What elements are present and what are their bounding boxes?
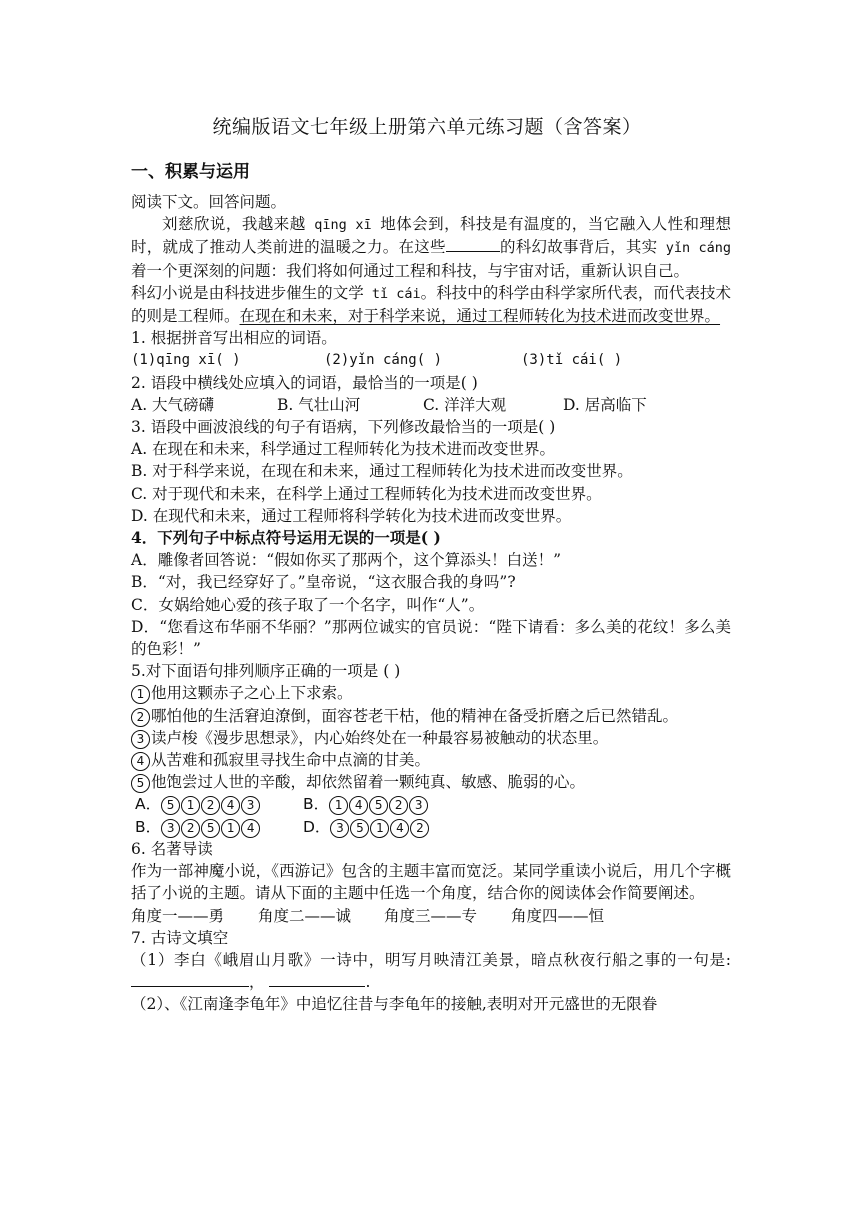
question-6-stem: 6. 名著导读: [131, 839, 213, 858]
q3-option: A. 在现在和未来，科学通过工程师转化为技术进而改变世界。: [131, 440, 556, 459]
intro-text: 阅读下文。回答问题。: [131, 193, 287, 211]
q5-options-row-2: [131, 816, 731, 838]
underlined-sentence: 在现在和未来，对于科学来说，通过工程师转化为技术进而改变世界。: [239, 307, 721, 326]
question-7-stem: 7. 古诗文填空: [131, 928, 229, 947]
circled-number: 1: [131, 685, 150, 704]
q5-option-c: B． 3 2 5 1 4: [135, 816, 303, 838]
passage-paragraph-1: 刘慈欣说，我越来越 qīng xī 地体会到，科技是有温度的，当它融入人性和理想时，就成了推动人类前进的温暖之力。在这些 的科幻故事背后，其实 yǐn cáng 着一个更深刻的问题：我们将如何通过工程和科技，与宇宙对话，重新认识自己。: [131, 215, 731, 280]
q6-angle: 角度一——勇: [131, 906, 225, 925]
question-1-stem: 1. 根据拼音写出相应的词语。: [131, 329, 337, 348]
circled-number: 3: [131, 730, 150, 749]
q5-sentence: 2 哪怕他的生活窘迫潦倒，面容苍老干枯，他的精神在备受折磨之后已然错乱。: [131, 705, 731, 727]
question-6-angles: [131, 905, 731, 927]
q2-option: A. 大气磅礴: [131, 395, 215, 414]
q5-option-b: B． 1 4 5 2 3: [303, 793, 429, 815]
q4-option: B．“对，我已经穿好了。”皇帝说，“这衣服合我的身吗”?: [131, 573, 516, 592]
passage-paragraph-2: 科幻小说是由科技进步催生的文学 tǐ cái。科技中的科学由科学家所代表，而代表技术的则是工程师。在现在和未来，对于科学来说，通过工程师转化为技术进而改变世界。: [131, 283, 731, 326]
q3-option: B. 对于科学来说，在现在和未来，通过工程师转化为技术进而改变世界。: [131, 462, 633, 481]
q4-option: D．“您看这布华丽不华丽？”那两位诚实的官员说：“陛下请看：多么美的花纹！多么美的色彩！”: [131, 617, 731, 659]
q4-option: A．雕像者回答说：“假如你买了那两个，这个算添头！白送！”: [131, 551, 562, 570]
q5-sentence: 1 他用这颗赤子之心上下求索。: [131, 682, 731, 704]
q1-item: (1)qīng xī( ): [131, 352, 241, 369]
question-2-stem: 2. 语段中横线处应填入的词语，最恰当的一项是( ): [131, 373, 478, 392]
q3-option: D. 在现代和未来，通过工程师将科学转化为技术进而改变世界。: [131, 506, 572, 525]
q2-option: C. 洋洋大观: [423, 395, 507, 414]
section-heading: 一、积累与运用: [131, 162, 250, 182]
circled-number: 5: [131, 774, 150, 793]
q2-option: B. 气壮山河: [277, 395, 361, 414]
q6-angle: 角度二——诚: [258, 906, 352, 925]
question-4-stem: 4．下列句子中标点符号运用无误的一项是( ): [131, 528, 441, 548]
q5-sentence: 5 他饱尝过人世的辛酸，却依然留着一颗纯真、敏感、脆弱的心。: [131, 771, 731, 793]
q4-option: C．女娲给她心爱的孩子取了一个名字，叫作“人”。: [131, 595, 485, 614]
q7-subquestion-2: （2）、《江南逢李龟年》中追忆往昔与李龟年的接触,表明对开元盛世的无限眷: [131, 995, 658, 1014]
question-6-body: 作为一部神魔小说，《西游记》包含的主题丰富而宽泛。某同学重读小说后，用几个字概括了小说的主题。请从下面的主题中任选一个角度，结合你的阅读体会作简要阐述。: [131, 862, 731, 903]
answer-line[interactable]: [131, 972, 249, 987]
q5-options-row-1: [131, 793, 731, 815]
q5-sentence: 3 读卢梭《漫步思想录》，内心始终处在一种最容易被触动的状态里。: [131, 727, 731, 749]
q5-option-d: D． 3 5 1 4 2: [303, 816, 430, 838]
q6-angle: 角度三——专: [384, 906, 478, 925]
circled-number: 4: [131, 752, 150, 771]
q6-angle: 角度四——恒: [511, 906, 605, 925]
q1-item: (3)tǐ cái( ): [521, 352, 623, 369]
q7-subquestion-1: （1）李白《峨眉山月歌》一诗中，明写月映清江美景，暗点秋夜行船之事的一句是: ， .: [131, 950, 731, 992]
q3-option: C. 对于现代和未来，在科学上通过工程师转化为技术进而改变世界。: [131, 484, 602, 503]
question-1-items: [131, 349, 731, 371]
q5-sentence: 4 从苦难和孤寂里寻找生命中点滴的甘美。: [131, 749, 731, 771]
question-5-stem: 5.对下面语句排列顺序正确的一项是 ( ): [131, 662, 401, 681]
q5-option-a: A． 5 1 2 4 3: [135, 793, 303, 815]
circled-number: 2: [131, 708, 150, 727]
question-3-stem: 3. 语段中画波浪线的句子有语病，下列修改最恰当的一项是( ): [131, 418, 556, 437]
document-page: [131, 112, 731, 1016]
document-title: 统编版语文七年级上册第六单元练习题（含答案）: [212, 116, 642, 138]
fill-blank[interactable]: [446, 237, 500, 252]
q1-item: (2)yǐn cáng( ): [324, 352, 443, 369]
q2-option: D. 居高临下: [563, 395, 647, 414]
answer-line[interactable]: [269, 972, 365, 987]
question-2-options: [131, 394, 731, 416]
